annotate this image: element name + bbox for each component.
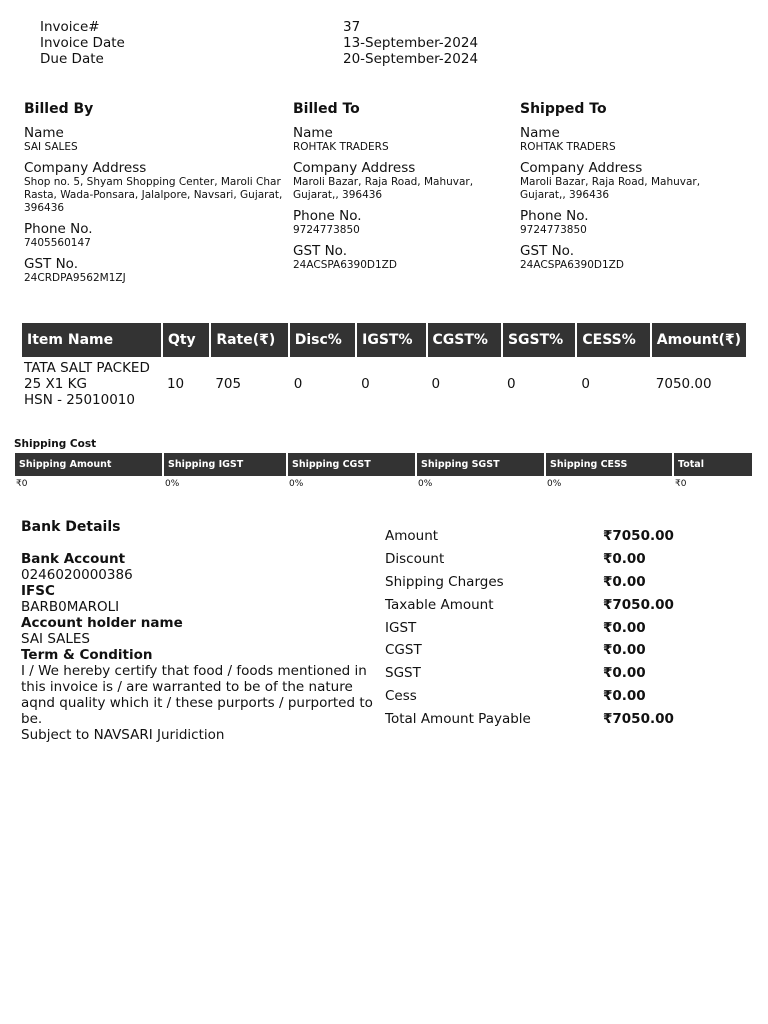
shipped-to-name-label: Name — [520, 125, 560, 141]
total-value: ₹0.00 — [603, 551, 646, 568]
total-row-igst — [385, 616, 685, 639]
invoice-meta — [40, 19, 520, 67]
shipping-cess: 0% — [547, 479, 562, 489]
shipping-cgst: 0% — [289, 479, 304, 489]
table-row — [22, 357, 746, 408]
total-label: Cess — [385, 687, 417, 704]
total-label: Discount — [385, 551, 445, 568]
item-desc: 25 X1 KG — [24, 376, 87, 392]
item-qty: 10 — [166, 376, 185, 392]
item-name-cell — [22, 357, 161, 408]
billed-to-gst: 24ACSPA6390D1ZD — [293, 259, 397, 271]
billed-by-section — [24, 100, 286, 285]
header-igst: IGST% — [357, 323, 425, 357]
account-holder-label: Account holder name — [21, 615, 183, 631]
jurisdiction-text: Subject to NAVSARI Juridiction — [21, 727, 225, 743]
shipping-total: ₹0 — [675, 479, 687, 489]
shipping-header-row — [15, 453, 752, 476]
header-rate: Rate(₹) — [211, 323, 287, 357]
total-row-amount — [385, 525, 685, 548]
shipping-cost-title: Shipping Cost — [14, 438, 97, 450]
account-holder: SAI SALES — [21, 631, 91, 647]
invoice-number-label: Invoice# — [40, 19, 100, 35]
bank-account-label: Bank Account — [21, 551, 126, 567]
header-shipping-sgst: Shipping SGST — [417, 453, 544, 476]
item-amount: 7050.00 — [655, 376, 712, 392]
shipped-to-phone-label: Phone No. — [520, 208, 589, 224]
total-label: Total Amount Payable — [385, 710, 531, 727]
total-row-payable — [385, 707, 685, 730]
item-igst: 0 — [361, 376, 370, 392]
billed-by-name-label: Name — [24, 125, 64, 141]
shipped-to-address-label: Company Address — [520, 160, 643, 176]
billed-by-name: SAI SALES — [24, 141, 78, 153]
ifsc-label: IFSC — [21, 583, 55, 599]
shipping-amount: ₹0 — [16, 479, 28, 489]
total-label: Amount — [385, 528, 439, 545]
item-cess: 0 — [581, 376, 590, 392]
invoice-number: 37 — [343, 19, 361, 35]
item-hsn: HSN - 25010010 — [24, 392, 135, 408]
total-row-taxable — [385, 593, 685, 616]
header-item-name: Item Name — [22, 323, 161, 357]
billed-to-phone-label: Phone No. — [293, 208, 362, 224]
due-date-label: Due Date — [40, 51, 104, 67]
item-disc: 0 — [293, 376, 303, 392]
shipped-to-section — [520, 100, 725, 272]
billed-to-phone: 9724773850 — [293, 224, 360, 236]
header-shipping-amount: Shipping Amount — [15, 453, 162, 476]
total-label: IGST — [385, 619, 417, 636]
header-shipping-total: Total — [674, 453, 752, 476]
header-shipping-cgst: Shipping CGST — [288, 453, 415, 476]
total-value: ₹0.00 — [603, 619, 646, 636]
items-header-row — [22, 323, 746, 357]
total-value: ₹0.00 — [603, 665, 646, 682]
shipped-to-phone: 9724773850 — [520, 224, 587, 236]
total-value: ₹7050.00 — [603, 710, 674, 727]
billed-to-address: Maroli Bazar, Raja Road, Mahuvar, Gujarat,, 396436 — [293, 176, 474, 201]
total-label: Taxable Amount — [385, 596, 494, 613]
total-label: SGST — [385, 665, 421, 682]
header-shipping-cess: Shipping CESS — [546, 453, 672, 476]
due-date: 20-September-2024 — [343, 51, 479, 67]
items-table — [20, 323, 748, 408]
header-disc: Disc% — [290, 323, 355, 357]
terms-text: I / We hereby certify that food / foods mentioned in this invoice is / are warranted to be of the nature aqnd quality which it / these purports / purported to be. — [21, 663, 373, 727]
totals-summary — [385, 525, 685, 730]
total-value: ₹0.00 — [603, 642, 646, 659]
total-row-shipping — [385, 571, 685, 594]
invoice-number-row — [40, 19, 520, 35]
total-value: ₹7050.00 — [603, 528, 674, 545]
billed-to-name: ROHTAK TRADERS — [293, 141, 389, 153]
total-value: ₹0.00 — [603, 573, 646, 590]
bank-details-title: Bank Details — [21, 519, 121, 535]
bank-details — [21, 519, 381, 743]
shipped-to-gst-label: GST No. — [520, 243, 574, 259]
ifsc: BARB0MAROLI — [21, 599, 120, 615]
shipped-to-gst: 24ACSPA6390D1ZD — [520, 259, 624, 271]
billed-to-name-label: Name — [293, 125, 333, 141]
shipping-igst: 0% — [165, 479, 180, 489]
billed-by-phone-label: Phone No. — [24, 221, 93, 237]
table-row — [15, 476, 752, 489]
invoice-date: 13-September-2024 — [343, 35, 479, 51]
due-date-row — [40, 51, 520, 67]
billed-by-phone: 7405560147 — [24, 237, 91, 249]
invoice-date-label: Invoice Date — [40, 35, 125, 51]
bank-account: 0246020000386 — [21, 567, 133, 583]
billed-to-title: Billed To — [293, 101, 360, 117]
billed-by-gst: 24CRDPA9562M1ZJ — [24, 272, 126, 284]
shipped-to-title: Shipped To — [520, 101, 607, 117]
shipping-sgst: 0% — [418, 479, 433, 489]
header-shipping-igst: Shipping IGST — [164, 453, 286, 476]
billed-by-title: Billed By — [24, 101, 94, 117]
total-value: ₹0.00 — [603, 687, 646, 704]
item-sgst: 0 — [506, 376, 516, 392]
invoice-date-row — [40, 35, 520, 51]
header-cess: CESS% — [577, 323, 649, 357]
header-cgst: CGST% — [428, 323, 501, 357]
total-row-cgst — [385, 639, 685, 662]
shipped-to-name: ROHTAK TRADERS — [520, 141, 616, 153]
billed-to-gst-label: GST No. — [293, 243, 347, 259]
billed-by-gst-label: GST No. — [24, 256, 78, 272]
total-label: CGST — [385, 642, 422, 659]
billed-to-address-label: Company Address — [293, 160, 416, 176]
total-row-cess — [385, 685, 685, 708]
total-label: Shipping Charges — [385, 573, 504, 590]
total-row-discount — [385, 548, 685, 571]
billed-by-address-label: Company Address — [24, 160, 147, 176]
shipping-table — [13, 453, 754, 489]
header-sgst: SGST% — [503, 323, 575, 357]
item-name: TATA SALT PACKED — [24, 360, 150, 376]
total-value: ₹7050.00 — [603, 596, 674, 613]
total-row-sgst — [385, 662, 685, 685]
header-qty: Qty — [163, 323, 209, 357]
item-cgst: 0 — [431, 376, 441, 392]
shipped-to-address: Maroli Bazar, Raja Road, Mahuvar, Gujarat,, 396436 — [520, 176, 701, 201]
billed-to-section — [293, 100, 498, 272]
terms-label: Term & Condition — [21, 647, 153, 663]
item-rate: 705 — [215, 376, 242, 392]
header-amount: Amount(₹) — [652, 323, 746, 357]
billed-by-address: Shop no. 5, Shyam Shopping Center, Maroli Char Rasta, Wada-Ponsara, Jalalpore, Navsari, Gujarat, 396436 — [24, 176, 283, 214]
